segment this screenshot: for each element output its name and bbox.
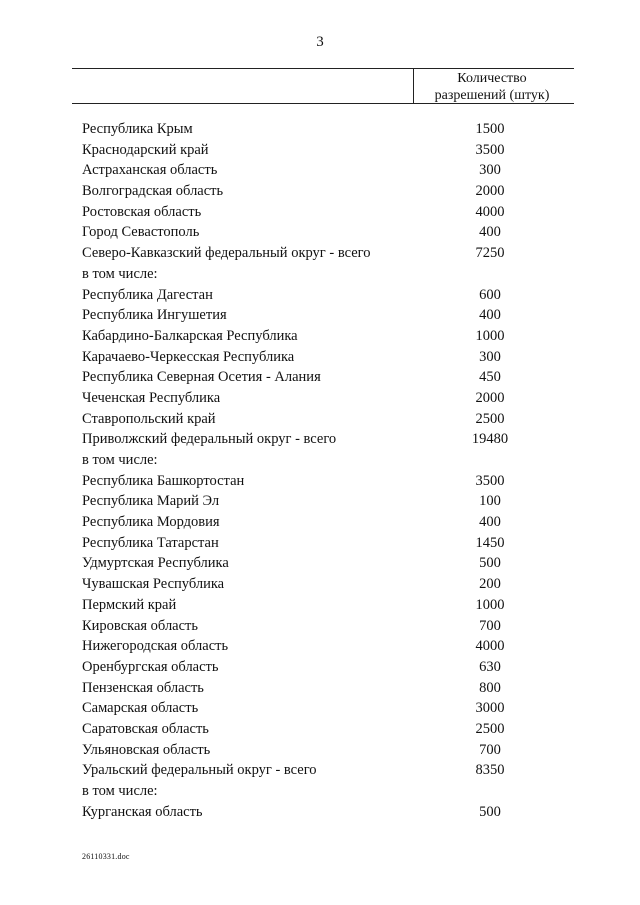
region-name: Кировская область xyxy=(82,617,199,634)
region-name: Удмуртская Республика xyxy=(82,555,229,572)
region-name: Чеченская Республика xyxy=(82,389,221,406)
table-row xyxy=(82,305,562,326)
region-name: в том числе: xyxy=(82,783,158,799)
table-row xyxy=(82,574,562,595)
table-row xyxy=(82,429,562,450)
table-row xyxy=(82,367,562,388)
permit-count: 1500 xyxy=(475,121,505,137)
region-name: Город Севастополь xyxy=(82,224,200,241)
permit-count: 1000 xyxy=(475,596,505,613)
permit-count: 700 xyxy=(479,617,501,634)
table-row xyxy=(82,698,562,719)
table-row xyxy=(82,119,562,140)
table-row xyxy=(82,471,562,492)
column-header-line-2: разрешений (штук) xyxy=(434,88,550,103)
permit-count: 8350 xyxy=(475,762,505,779)
region-name: Приволжский федеральный округ - всего xyxy=(82,431,337,448)
region-name: Астраханская область xyxy=(82,162,218,179)
region-name: Уральский федеральный округ - всего xyxy=(82,762,317,779)
region-name: Ульяновская область xyxy=(82,741,211,758)
table-row xyxy=(82,160,562,181)
region-name: Оренбургская область xyxy=(82,658,219,675)
table-row xyxy=(82,781,562,802)
region-name: Волгоградская область xyxy=(82,183,224,200)
table-row xyxy=(82,181,562,202)
permit-count: 19480 xyxy=(471,431,509,448)
table-row xyxy=(82,409,562,430)
region-name: Самарская область xyxy=(82,700,199,717)
permit-count: 3500 xyxy=(475,472,505,489)
permit-count: 300 xyxy=(479,348,501,365)
table-row xyxy=(82,347,562,368)
permit-count: 400 xyxy=(479,224,501,241)
permit-count: 4000 xyxy=(475,638,505,655)
region-name: Карачаево-Черкесская Республика xyxy=(82,348,295,365)
permit-count: 2000 xyxy=(475,183,505,200)
region-name: Ставропольский край xyxy=(82,410,216,427)
table-row xyxy=(82,140,562,161)
permit-count: 7250 xyxy=(475,245,505,262)
table-header-rule xyxy=(72,103,574,104)
permit-count: 800 xyxy=(479,679,501,696)
permit-count: 450 xyxy=(479,369,501,386)
region-name: Нижегородская область xyxy=(82,638,229,655)
permit-count: 2000 xyxy=(475,389,505,406)
permit-count: 630 xyxy=(479,658,501,675)
document-filename: 26110331.doc xyxy=(82,852,130,861)
table-row xyxy=(82,326,562,347)
region-name: Северо-Кавказский федеральный округ - всего xyxy=(82,245,371,262)
table-row xyxy=(82,719,562,740)
permit-count: 500 xyxy=(479,803,501,820)
table-row xyxy=(82,388,562,409)
permit-count: 1000 xyxy=(475,327,505,344)
region-name: Республика Мордовия xyxy=(82,514,220,531)
permit-count: 2500 xyxy=(475,410,505,427)
table-row xyxy=(82,264,562,285)
column-header-quantity xyxy=(414,70,570,104)
table-row xyxy=(82,802,562,823)
region-name: Республика Ингушетия xyxy=(82,307,227,324)
permit-count: 100 xyxy=(479,493,501,510)
permit-count: 500 xyxy=(479,555,501,572)
table-row xyxy=(82,491,562,512)
region-permit-list xyxy=(82,119,562,822)
region-name: Республика Башкортостан xyxy=(82,472,245,489)
region-name: Кабардино-Балкарская Республика xyxy=(82,327,298,344)
table-row xyxy=(82,636,562,657)
permit-count: 400 xyxy=(479,307,501,324)
region-name: Краснодарский край xyxy=(82,141,209,158)
region-name: Пензенская область xyxy=(82,679,204,696)
permit-count: 400 xyxy=(479,514,501,531)
table-row xyxy=(82,740,562,761)
permit-count: 1450 xyxy=(475,534,505,551)
table-row xyxy=(82,553,562,574)
table-row xyxy=(82,222,562,243)
region-name: в том числе: xyxy=(82,265,158,282)
region-name: Республика Татарстан xyxy=(82,534,219,551)
region-name: Чувашская Республика xyxy=(82,576,225,593)
table-row xyxy=(82,285,562,306)
column-header-line-1: Количество xyxy=(457,71,527,86)
permit-count: 3000 xyxy=(475,700,505,717)
permit-count: 3500 xyxy=(475,141,505,158)
permit-count: 700 xyxy=(479,741,501,758)
permit-count: 300 xyxy=(479,162,501,179)
table-row xyxy=(82,512,562,533)
region-name: Саратовская область xyxy=(82,720,209,737)
permit-count: 600 xyxy=(479,286,501,303)
table-row xyxy=(82,595,562,616)
permit-count: 200 xyxy=(479,576,501,593)
region-name: Республика Марий Эл xyxy=(82,493,220,510)
region-name: в том числе: xyxy=(82,452,158,468)
table-row xyxy=(82,533,562,554)
region-name: Пермский край xyxy=(82,596,177,613)
region-name: Республика Северная Осетия - Алания xyxy=(82,369,321,386)
table-row xyxy=(82,243,562,264)
table-row xyxy=(82,450,562,471)
table-row xyxy=(82,760,562,781)
region-name: Ростовская область xyxy=(82,203,202,220)
table-row xyxy=(82,657,562,678)
table-row xyxy=(82,616,562,637)
permit-count: 4000 xyxy=(475,203,505,220)
region-name: Республика Крым xyxy=(82,121,193,137)
table-top-rule xyxy=(72,68,574,69)
table-row xyxy=(82,678,562,699)
table-row xyxy=(82,202,562,223)
region-name: Курганская область xyxy=(82,803,203,820)
page-number: 3 xyxy=(316,34,324,50)
region-name: Республика Дагестан xyxy=(82,286,213,303)
permit-count: 2500 xyxy=(475,720,505,737)
